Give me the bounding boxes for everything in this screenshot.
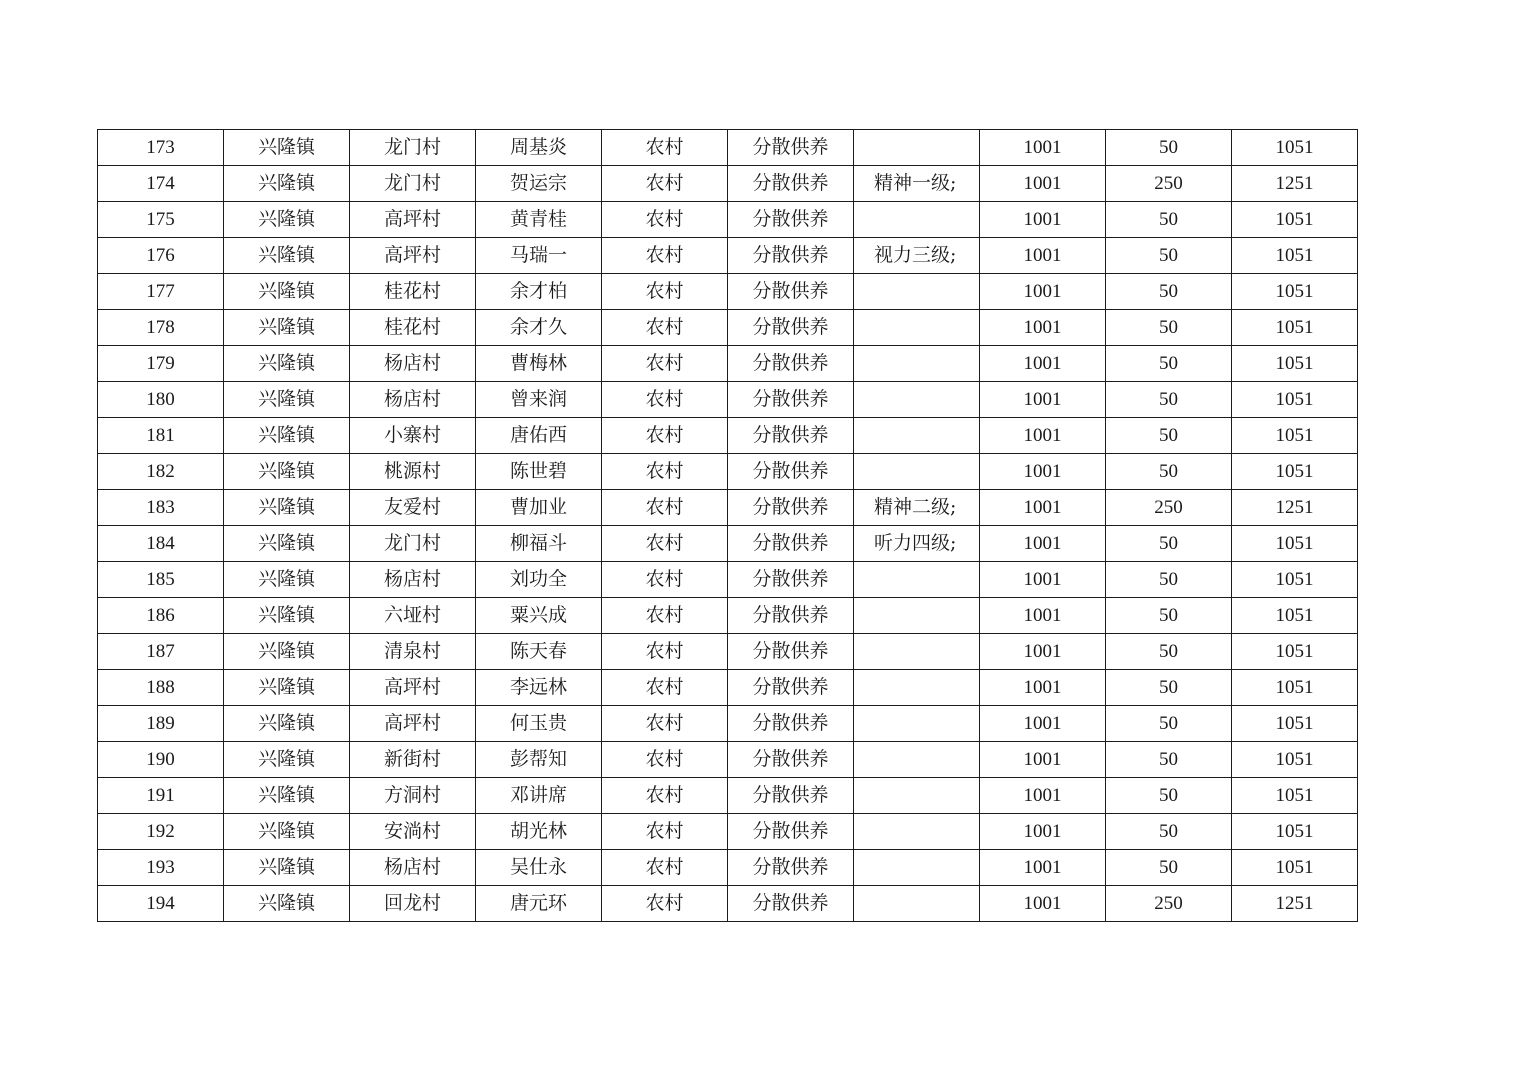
cell-disability-level — [854, 742, 980, 778]
cell-area-type: 农村 — [602, 418, 728, 454]
cell-disability-level — [854, 886, 980, 922]
cell-town: 兴隆镇 — [224, 166, 350, 202]
cell-disability-level — [854, 346, 980, 382]
cell-area-type: 农村 — [602, 814, 728, 850]
cell-disability-level — [854, 274, 980, 310]
cell-town: 兴隆镇 — [224, 526, 350, 562]
cell-village: 新街村 — [350, 742, 476, 778]
cell-support-type: 分散供养 — [728, 346, 854, 382]
cell-village: 友爱村 — [350, 490, 476, 526]
cell-town: 兴隆镇 — [224, 310, 350, 346]
cell-support-type: 分散供养 — [728, 778, 854, 814]
cell-base-amount: 1001 — [980, 886, 1106, 922]
cell-disability-level — [854, 454, 980, 490]
cell-village: 高坪村 — [350, 202, 476, 238]
cell-disability-level — [854, 382, 980, 418]
table-row — [98, 166, 1358, 202]
cell-total-amount: 1051 — [1232, 778, 1358, 814]
cell-village: 六垭村 — [350, 598, 476, 634]
cell-serial-number: 182 — [98, 454, 224, 490]
table-row — [98, 490, 1358, 526]
cell-disability-level — [854, 310, 980, 346]
cell-serial-number: 178 — [98, 310, 224, 346]
cell-town: 兴隆镇 — [224, 742, 350, 778]
cell-disability-level — [854, 202, 980, 238]
cell-extra-amount: 50 — [1106, 130, 1232, 166]
table-row — [98, 742, 1358, 778]
cell-area-type: 农村 — [602, 490, 728, 526]
cell-area-type: 农村 — [602, 526, 728, 562]
cell-town: 兴隆镇 — [224, 814, 350, 850]
cell-extra-amount: 50 — [1106, 670, 1232, 706]
cell-disability-level — [854, 850, 980, 886]
cell-disability-level — [854, 706, 980, 742]
table-row — [98, 382, 1358, 418]
cell-village: 杨店村 — [350, 346, 476, 382]
cell-area-type: 农村 — [602, 706, 728, 742]
cell-village: 龙门村 — [350, 166, 476, 202]
cell-base-amount: 1001 — [980, 238, 1106, 274]
cell-extra-amount: 250 — [1106, 490, 1232, 526]
cell-serial-number: 175 — [98, 202, 224, 238]
table-row — [98, 310, 1358, 346]
table-row — [98, 706, 1358, 742]
cell-extra-amount: 50 — [1106, 814, 1232, 850]
cell-town: 兴隆镇 — [224, 346, 350, 382]
cell-person-name: 刘功全 — [476, 562, 602, 598]
cell-disability-level: 精神一级; — [854, 166, 980, 202]
cell-base-amount: 1001 — [980, 814, 1106, 850]
table-row — [98, 778, 1358, 814]
cell-total-amount: 1051 — [1232, 562, 1358, 598]
cell-area-type: 农村 — [602, 598, 728, 634]
cell-village: 桃源村 — [350, 454, 476, 490]
cell-village: 杨店村 — [350, 850, 476, 886]
cell-extra-amount: 50 — [1106, 562, 1232, 598]
cell-serial-number: 189 — [98, 706, 224, 742]
cell-area-type: 农村 — [602, 454, 728, 490]
cell-village: 龙门村 — [350, 130, 476, 166]
table-row — [98, 814, 1358, 850]
cell-serial-number: 185 — [98, 562, 224, 598]
cell-base-amount: 1001 — [980, 310, 1106, 346]
cell-base-amount: 1001 — [980, 346, 1106, 382]
cell-area-type: 农村 — [602, 274, 728, 310]
cell-total-amount: 1051 — [1232, 814, 1358, 850]
cell-person-name: 唐佑西 — [476, 418, 602, 454]
cell-support-type: 分散供养 — [728, 526, 854, 562]
table-row — [98, 274, 1358, 310]
cell-support-type: 分散供养 — [728, 202, 854, 238]
cell-serial-number: 181 — [98, 418, 224, 454]
cell-extra-amount: 250 — [1106, 886, 1232, 922]
cell-base-amount: 1001 — [980, 706, 1106, 742]
cell-serial-number: 184 — [98, 526, 224, 562]
cell-support-type: 分散供养 — [728, 886, 854, 922]
cell-town: 兴隆镇 — [224, 130, 350, 166]
cell-area-type: 农村 — [602, 346, 728, 382]
cell-total-amount: 1051 — [1232, 742, 1358, 778]
table-row — [98, 202, 1358, 238]
cell-person-name: 李远林 — [476, 670, 602, 706]
cell-person-name: 邓讲席 — [476, 778, 602, 814]
cell-total-amount: 1051 — [1232, 670, 1358, 706]
cell-person-name: 陈天春 — [476, 634, 602, 670]
cell-area-type: 农村 — [602, 742, 728, 778]
table-row — [98, 346, 1358, 382]
cell-support-type: 分散供养 — [728, 274, 854, 310]
cell-serial-number: 194 — [98, 886, 224, 922]
cell-person-name: 余才久 — [476, 310, 602, 346]
cell-total-amount: 1051 — [1232, 526, 1358, 562]
cell-support-type: 分散供养 — [728, 490, 854, 526]
cell-base-amount: 1001 — [980, 274, 1106, 310]
cell-extra-amount: 50 — [1106, 742, 1232, 778]
cell-base-amount: 1001 — [980, 670, 1106, 706]
roster-body — [98, 130, 1358, 922]
cell-village: 桂花村 — [350, 274, 476, 310]
cell-extra-amount: 50 — [1106, 202, 1232, 238]
cell-total-amount: 1051 — [1232, 382, 1358, 418]
cell-area-type: 农村 — [602, 310, 728, 346]
cell-town: 兴隆镇 — [224, 454, 350, 490]
cell-total-amount: 1051 — [1232, 202, 1358, 238]
cell-support-type: 分散供养 — [728, 382, 854, 418]
cell-serial-number: 192 — [98, 814, 224, 850]
cell-person-name: 贺运宗 — [476, 166, 602, 202]
cell-town: 兴隆镇 — [224, 670, 350, 706]
cell-base-amount: 1001 — [980, 382, 1106, 418]
cell-disability-level — [854, 418, 980, 454]
cell-total-amount: 1051 — [1232, 598, 1358, 634]
cell-support-type: 分散供养 — [728, 562, 854, 598]
cell-village: 杨店村 — [350, 562, 476, 598]
table-row — [98, 238, 1358, 274]
cell-total-amount: 1051 — [1232, 310, 1358, 346]
cell-base-amount: 1001 — [980, 598, 1106, 634]
cell-support-type: 分散供养 — [728, 454, 854, 490]
cell-area-type: 农村 — [602, 778, 728, 814]
cell-area-type: 农村 — [602, 886, 728, 922]
cell-village: 龙门村 — [350, 526, 476, 562]
cell-disability-level — [854, 130, 980, 166]
cell-base-amount: 1001 — [980, 526, 1106, 562]
table-row — [98, 634, 1358, 670]
cell-support-type: 分散供养 — [728, 850, 854, 886]
cell-base-amount: 1001 — [980, 490, 1106, 526]
cell-disability-level — [854, 598, 980, 634]
cell-person-name: 吴仕永 — [476, 850, 602, 886]
cell-extra-amount: 50 — [1106, 634, 1232, 670]
cell-serial-number: 191 — [98, 778, 224, 814]
cell-village: 小寨村 — [350, 418, 476, 454]
table-row — [98, 598, 1358, 634]
cell-total-amount: 1051 — [1232, 850, 1358, 886]
cell-area-type: 农村 — [602, 130, 728, 166]
cell-serial-number: 187 — [98, 634, 224, 670]
cell-base-amount: 1001 — [980, 418, 1106, 454]
cell-area-type: 农村 — [602, 850, 728, 886]
cell-town: 兴隆镇 — [224, 706, 350, 742]
cell-village: 方洞村 — [350, 778, 476, 814]
cell-serial-number: 177 — [98, 274, 224, 310]
cell-serial-number: 193 — [98, 850, 224, 886]
cell-village: 安淌村 — [350, 814, 476, 850]
cell-support-type: 分散供养 — [728, 166, 854, 202]
cell-area-type: 农村 — [602, 382, 728, 418]
table-row — [98, 526, 1358, 562]
cell-total-amount: 1051 — [1232, 418, 1358, 454]
cell-total-amount: 1051 — [1232, 346, 1358, 382]
cell-village: 高坪村 — [350, 706, 476, 742]
cell-support-type: 分散供养 — [728, 814, 854, 850]
cell-total-amount: 1051 — [1232, 274, 1358, 310]
cell-base-amount: 1001 — [980, 562, 1106, 598]
cell-base-amount: 1001 — [980, 634, 1106, 670]
cell-base-amount: 1001 — [980, 742, 1106, 778]
cell-total-amount: 1251 — [1232, 166, 1358, 202]
cell-extra-amount: 50 — [1106, 526, 1232, 562]
cell-serial-number: 186 — [98, 598, 224, 634]
cell-disability-level: 视力三级; — [854, 238, 980, 274]
cell-town: 兴隆镇 — [224, 778, 350, 814]
cell-person-name: 彭帮知 — [476, 742, 602, 778]
cell-disability-level — [854, 670, 980, 706]
cell-support-type: 分散供养 — [728, 706, 854, 742]
cell-disability-level — [854, 778, 980, 814]
cell-support-type: 分散供养 — [728, 598, 854, 634]
cell-area-type: 农村 — [602, 238, 728, 274]
cell-extra-amount: 50 — [1106, 454, 1232, 490]
cell-disability-level: 精神二级; — [854, 490, 980, 526]
cell-base-amount: 1001 — [980, 778, 1106, 814]
cell-support-type: 分散供养 — [728, 670, 854, 706]
cell-person-name: 粟兴成 — [476, 598, 602, 634]
table-row — [98, 886, 1358, 922]
cell-area-type: 农村 — [602, 562, 728, 598]
cell-disability-level — [854, 634, 980, 670]
cell-person-name: 陈世碧 — [476, 454, 602, 490]
cell-town: 兴隆镇 — [224, 850, 350, 886]
cell-extra-amount: 50 — [1106, 706, 1232, 742]
cell-village: 高坪村 — [350, 238, 476, 274]
cell-extra-amount: 50 — [1106, 238, 1232, 274]
cell-support-type: 分散供养 — [728, 310, 854, 346]
cell-town: 兴隆镇 — [224, 886, 350, 922]
cell-base-amount: 1001 — [980, 130, 1106, 166]
cell-town: 兴隆镇 — [224, 418, 350, 454]
cell-support-type: 分散供养 — [728, 742, 854, 778]
cell-support-type: 分散供养 — [728, 634, 854, 670]
cell-total-amount: 1051 — [1232, 454, 1358, 490]
cell-extra-amount: 50 — [1106, 778, 1232, 814]
cell-area-type: 农村 — [602, 202, 728, 238]
cell-base-amount: 1001 — [980, 850, 1106, 886]
cell-person-name: 唐元环 — [476, 886, 602, 922]
cell-town: 兴隆镇 — [224, 490, 350, 526]
cell-disability-level — [854, 562, 980, 598]
cell-town: 兴隆镇 — [224, 562, 350, 598]
cell-town: 兴隆镇 — [224, 274, 350, 310]
cell-total-amount: 1251 — [1232, 886, 1358, 922]
cell-village: 清泉村 — [350, 634, 476, 670]
cell-person-name: 马瑞一 — [476, 238, 602, 274]
cell-town: 兴隆镇 — [224, 634, 350, 670]
cell-village: 杨店村 — [350, 382, 476, 418]
cell-base-amount: 1001 — [980, 166, 1106, 202]
cell-total-amount: 1051 — [1232, 706, 1358, 742]
cell-extra-amount: 50 — [1106, 598, 1232, 634]
cell-serial-number: 179 — [98, 346, 224, 382]
cell-person-name: 黄青桂 — [476, 202, 602, 238]
table-row — [98, 418, 1358, 454]
cell-serial-number: 176 — [98, 238, 224, 274]
cell-town: 兴隆镇 — [224, 238, 350, 274]
cell-person-name: 曾来润 — [476, 382, 602, 418]
cell-disability-level — [854, 814, 980, 850]
cell-serial-number: 173 — [98, 130, 224, 166]
cell-area-type: 农村 — [602, 670, 728, 706]
support-roster-table — [97, 129, 1358, 922]
cell-serial-number: 188 — [98, 670, 224, 706]
cell-person-name: 曹梅林 — [476, 346, 602, 382]
cell-person-name: 何玉贵 — [476, 706, 602, 742]
table-row — [98, 130, 1358, 166]
cell-person-name: 柳福斗 — [476, 526, 602, 562]
cell-total-amount: 1051 — [1232, 634, 1358, 670]
cell-serial-number: 174 — [98, 166, 224, 202]
cell-person-name: 胡光林 — [476, 814, 602, 850]
cell-village: 桂花村 — [350, 310, 476, 346]
cell-extra-amount: 50 — [1106, 310, 1232, 346]
cell-extra-amount: 50 — [1106, 274, 1232, 310]
cell-town: 兴隆镇 — [224, 382, 350, 418]
cell-town: 兴隆镇 — [224, 202, 350, 238]
table-row — [98, 562, 1358, 598]
cell-person-name: 余才柏 — [476, 274, 602, 310]
cell-total-amount: 1251 — [1232, 490, 1358, 526]
cell-extra-amount: 50 — [1106, 850, 1232, 886]
table-row — [98, 454, 1358, 490]
cell-extra-amount: 250 — [1106, 166, 1232, 202]
cell-support-type: 分散供养 — [728, 130, 854, 166]
table-row — [98, 850, 1358, 886]
cell-person-name: 周基炎 — [476, 130, 602, 166]
cell-support-type: 分散供养 — [728, 418, 854, 454]
table-row — [98, 670, 1358, 706]
cell-serial-number: 190 — [98, 742, 224, 778]
cell-area-type: 农村 — [602, 634, 728, 670]
cell-extra-amount: 50 — [1106, 382, 1232, 418]
cell-support-type: 分散供养 — [728, 238, 854, 274]
cell-base-amount: 1001 — [980, 202, 1106, 238]
cell-extra-amount: 50 — [1106, 418, 1232, 454]
cell-total-amount: 1051 — [1232, 130, 1358, 166]
cell-serial-number: 180 — [98, 382, 224, 418]
cell-person-name: 曹加业 — [476, 490, 602, 526]
cell-total-amount: 1051 — [1232, 238, 1358, 274]
cell-base-amount: 1001 — [980, 454, 1106, 490]
cell-serial-number: 183 — [98, 490, 224, 526]
cell-town: 兴隆镇 — [224, 598, 350, 634]
cell-disability-level: 听力四级; — [854, 526, 980, 562]
cell-village: 高坪村 — [350, 670, 476, 706]
cell-village: 回龙村 — [350, 886, 476, 922]
cell-extra-amount: 50 — [1106, 346, 1232, 382]
cell-area-type: 农村 — [602, 166, 728, 202]
